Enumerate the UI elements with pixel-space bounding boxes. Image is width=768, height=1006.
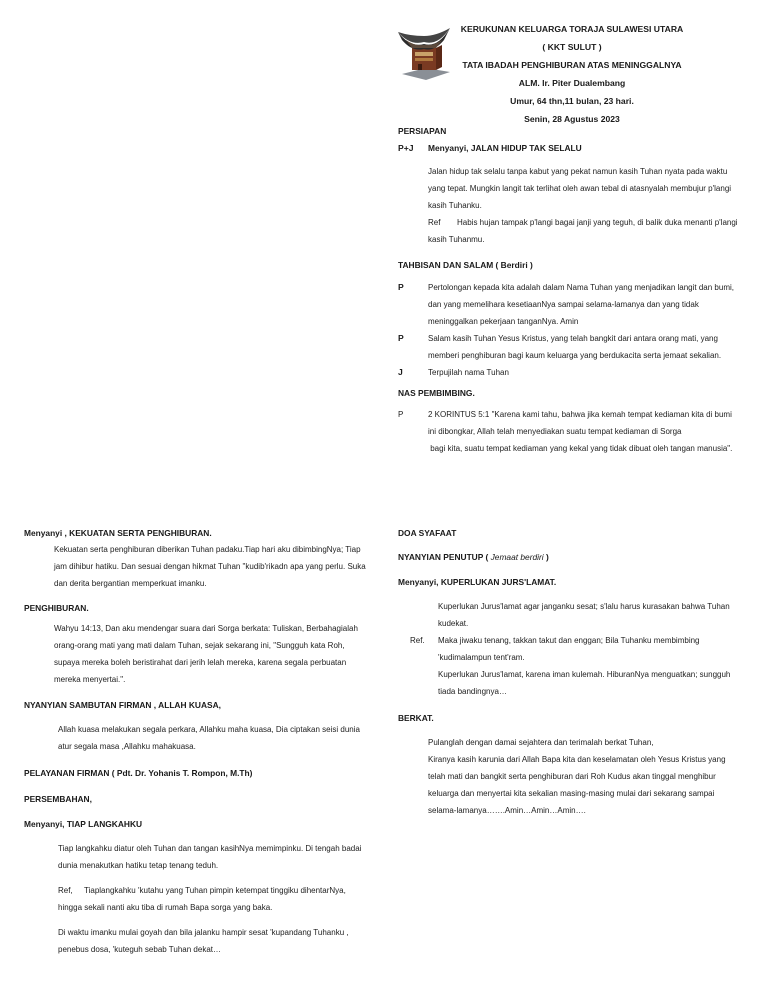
lyric-line: atur segala masa ,Allahku mahakuasa. <box>58 742 196 751</box>
penghiburan-line: Wahyu 14:13, Dan aku mendengar suara dari Sorga berkata: Tuliskan, Berbahagialah <box>54 624 358 633</box>
lyric-line: dan derita bergantian memperkuat imanku. <box>54 579 207 588</box>
lyric-line: Kekuatan serta penghiburan diberikan Tuhan padaku.Tiap hari aku dibimbingNya; Tiap <box>54 545 361 554</box>
berkat-line: keluarga dan menyertai kita sekalian masing-masing mulai dari sekarang sampai <box>428 789 715 798</box>
header-deceased-name: ALM. Ir. Piter Dualembang <box>518 78 626 88</box>
j-label: J <box>398 367 403 377</box>
ref-line: Tiaplangkahku 'kutahu yang Tuhan pimpin ketempat tinggiku dihentarNya, <box>84 886 346 895</box>
nas-label: P <box>398 410 404 419</box>
tahbisan-text <box>428 279 758 330</box>
tahbisan-line: Pertolongan kepada kita adalah dalam Nama Tuhan yang menjadikan langit dan bumi, <box>428 283 734 292</box>
lyric-line: penebus dosa, 'kuteguh sebab Tuhan dekat… <box>58 945 221 954</box>
section-persiapan: PERSIAPAN <box>398 126 447 136</box>
lyric-line: 'kudimalampun tent'ram. <box>438 653 525 662</box>
penghiburan-line: supaya mereka boleh beristirahat dari jerih lelah mereka, karena segala perbuatan <box>54 658 347 667</box>
lyric-line: Kuperlukan Jurus'lamat, karena iman kulemah. HiburanNya menguatkan; sungguh <box>438 670 731 679</box>
berkat-line: telah mati dan bangkit serta penghiburan dari Roh Kudus akan tinggal menghibur <box>428 772 716 781</box>
berkat-line: Pulanglah dengan damai sejahtera dan terimalah berkat Tuhan, <box>428 738 654 747</box>
lyric-line: Allah kuasa melakukan segala perkara, Allahku maha kuasa, Dia ciptakan seisi dunia <box>58 725 360 734</box>
pj-label: P+J <box>398 143 414 153</box>
p1-label: P <box>398 282 404 292</box>
lyric-line: jam dihibur hatiku. Dan sesuai dengan hikmat Tuhan "kudib'rikadn apa yang perlu. Suka <box>54 562 366 571</box>
lyric-line: Di waktu imanku mulai goyah dan bila jalanku hampir sesat 'kupandang Tuhanku , <box>58 928 349 937</box>
penutup-suffix: ) <box>546 552 549 562</box>
ref-line-2: kasih Tuhanmu. <box>428 235 485 244</box>
song-title-tiap-langkahku: Menyanyi, TIAP LANGKAHKU <box>24 819 143 829</box>
section-persembahan: PERSEMBAHAN, <box>24 794 92 804</box>
salam-text <box>428 330 758 364</box>
berkat-line: selama-lamanya…….Amin…Amin…Amin…. <box>428 806 586 815</box>
ref-label: Ref <box>428 218 441 227</box>
kuperlukan-ref <box>438 632 758 700</box>
penutup-italic: Jemaat berdiri <box>490 552 544 562</box>
jurus-ref-label: Ref. <box>410 636 425 645</box>
section-tahbisan: TAHBISAN DAN SALAM ( Berdiri ) <box>398 260 533 270</box>
song-jalan-hidup-lyrics <box>428 163 758 214</box>
song-title-kekuatan: Menyanyi , KEKUATAN SERTA PENGHIBURAN. <box>24 528 212 538</box>
salam-line: Salam kasih Tuhan Yesus Kristus, yang telah bangkit dari antara orang mati, yang <box>428 334 718 343</box>
penghiburan-line: mereka menyertai.". <box>54 675 126 684</box>
kekuatan-lyrics <box>54 541 374 592</box>
song-title-allah-kuasa: NYANYIAN SAMBUTAN FIRMAN , ALLAH KUASA, <box>24 700 221 710</box>
tiap-langkahku-verse-1 <box>58 840 378 874</box>
tahbisan-line: dan yang memelihara kesetiaanNya sampai selama-lamanya dan yang tidak <box>428 300 699 309</box>
song-jalan-hidup-ref <box>457 214 757 231</box>
allah-kuasa-lyrics <box>58 721 378 755</box>
lyric-line: yang tepat. Mungkin langit tak terlihat oleh awan tebal di atasnyalah membujur p'langi <box>428 184 732 193</box>
section-berkat: BERKAT. <box>398 713 434 723</box>
penghiburan-line: orang-orang mati yang mati dalam Tuhan, sejak sekarang ini, "Sungguh kata Roh, <box>54 641 345 650</box>
lyric-line: dunia menakutkan hatiku tetap tenang teduh. <box>58 861 219 870</box>
nas-line: ini dibongkar, Allah telah menyediakan suatu tempat kediaman di Sorga <box>428 427 682 436</box>
berkat-text <box>428 734 763 819</box>
penutup-prefix: NYANYIAN PENUTUP ( <box>398 552 489 562</box>
berkat-line: Kiranya kasih karunia dari Allah Bapa kita dan keselamatan oleh Yesus Kristus yang <box>428 755 726 764</box>
header-title: TATA IBADAH PENGHIBURAN ATAS MENINGGALNYA <box>462 60 682 70</box>
lyric-line: Maka jiwaku tenang, takkan takut dan enggan; Bila Tuhanku membimbing <box>438 636 700 645</box>
nas-line: bagi kita, suatu tempat kediaman yang kekal yang tidak dibuat oleh tangan manusia". <box>428 444 733 453</box>
song-title-jalan-hidup: Menyanyi, JALAN HIDUP TAK SELALU <box>428 143 582 153</box>
langkah-ref-label: Ref, <box>58 886 73 895</box>
nas-line: 2 KORINTUS 5:1 "Karena kami tahu, bahwa jika kemah tempat kediaman kita di bumi <box>428 410 732 419</box>
song-title-kuperlukan: Menyanyi, KUPERLUKAN JURS'LAMAT. <box>398 577 557 587</box>
section-pelayanan-firman: PELAYANAN FIRMAN ( Pdt. Dr. Yohanis T. Rompon, M.Th) <box>24 768 253 778</box>
tiap-langkahku-verse-2 <box>58 924 378 958</box>
header-age: Umur, 64 thn,11 bulan, 23 hari. <box>510 96 634 106</box>
salam-line: memberi penghiburan bagi kaum keluarga yang berdukacita serta jemaat sekalian. <box>428 351 722 360</box>
nas-text <box>428 406 763 457</box>
section-nas-pembimbing: NAS PEMBIMBING. <box>398 388 475 398</box>
tongkonan-house-logo <box>396 18 452 87</box>
tiap-langkahku-ref <box>84 882 384 899</box>
lyric-line: Kuperlukan Jurus'lamat agar janganku sesat; s'lalu harus kurasakan bahwa Tuhan <box>438 602 730 611</box>
header-org-name: KERUKUNAN KELUARGA TORAJA SULAWESI UTARA <box>460 24 684 34</box>
lyric-line: Jalan hidup tak selalu tanpa kabut yang pekat namun kasih Tuhan nyata pada waktu <box>428 167 728 176</box>
kuperlukan-verse <box>438 598 758 632</box>
lyric-line: Tiap langkahku diatur oleh Tuhan dan tangan kasihNya memimpinku. Di tengah badai <box>58 844 362 853</box>
tahbisan-line: meninggalkan pekerjaan tanganNya. Amin <box>428 317 579 326</box>
ref-line-2: hingga sekali nanti aku tiba di rumah Bapa sorga yang baka. <box>58 903 273 912</box>
ref-line: Habis hujan tampak p'langi bagai janji yang teguh, di balik duka menanti p'langi <box>457 218 738 227</box>
p2-label: P <box>398 333 404 343</box>
header-org-abbr: ( KKT SULUT ) <box>542 42 602 52</box>
jemaat-response: Terpujilah nama Tuhan <box>428 368 509 377</box>
lyric-line: kudekat. <box>438 619 469 628</box>
lyric-line: tiada bandingnya… <box>438 687 507 696</box>
lyric-line: kasih Tuhanku. <box>428 201 482 210</box>
penghiburan-text <box>54 620 374 688</box>
document-header <box>448 20 696 128</box>
header-date: Senin, 28 Agustus 2023 <box>524 114 620 124</box>
section-nyanyian-penutup <box>398 552 549 562</box>
section-doa-syafaat: DOA SYAFAAT <box>398 528 457 538</box>
section-penghiburan: PENGHIBURAN. <box>24 603 89 613</box>
